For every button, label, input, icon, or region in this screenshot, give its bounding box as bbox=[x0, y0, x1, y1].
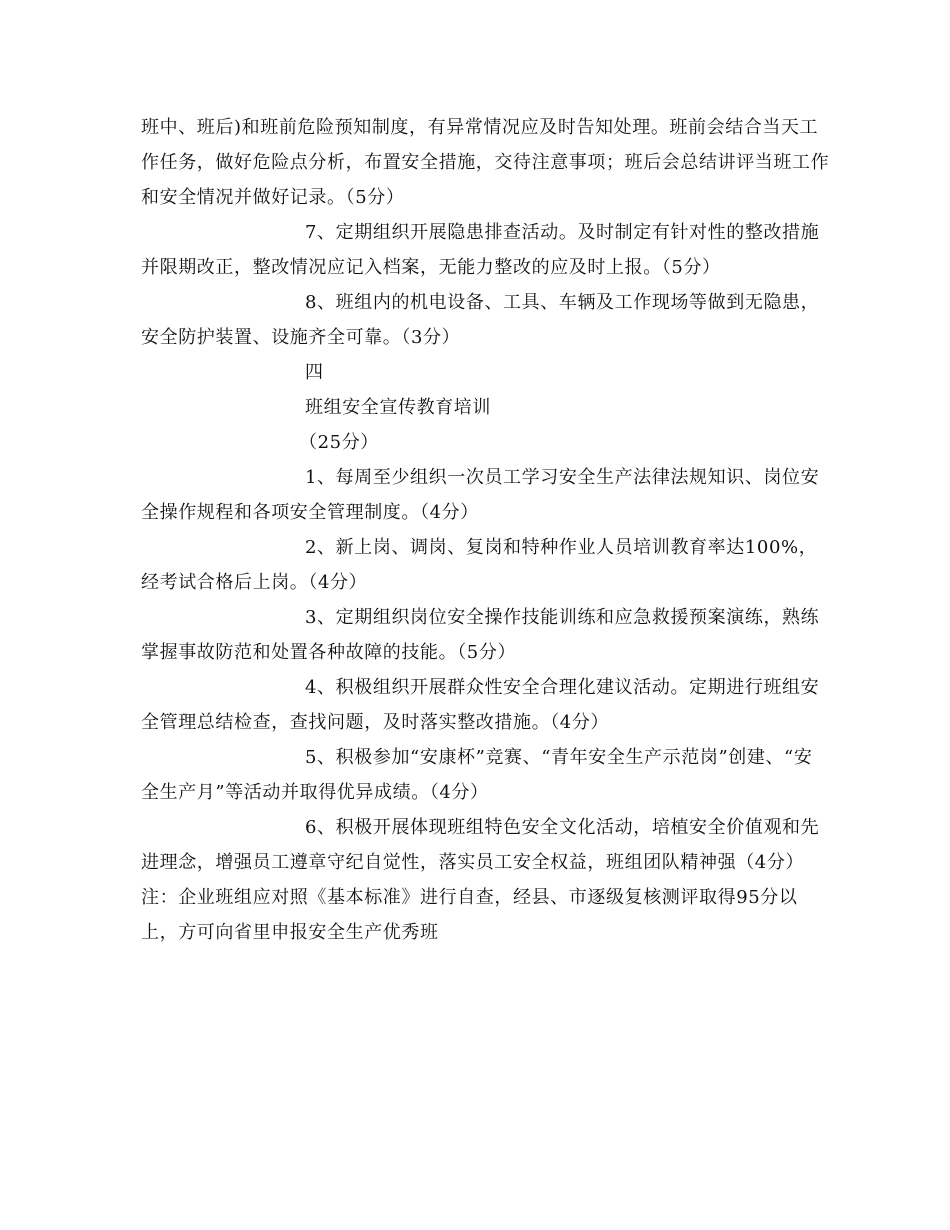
paragraph-item-8: 8、班组内的机电设备、工具、车辆及工作现场等做到无隐患，安全防护装置、设施齐全可靠。（3分） bbox=[141, 292, 820, 348]
section-item-2: 2、新上岗、调岗、复岗和特种作业人员培训教育率达100%，经考试合格后上岗。（4分） bbox=[141, 537, 818, 593]
paragraph-shift-meeting: 班中、班后)和班前危险预知制度，有异常情况应及时告知处理。班前会结合当天工作任务，做好危险点分析，布置安全措施，交待注意事项；班后会总结讲评当班工作和安全情况并做好记录。（5分） bbox=[141, 117, 830, 208]
paragraph-item-7: 7、定期组织开展隐患排查活动。及时制定有针对性的整改措施并限期改正，整改情况应记入档案，无能力整改的应及时上报。（5分） bbox=[141, 222, 820, 278]
section-title: 班组安全宣传教育培训 bbox=[305, 397, 491, 418]
section-score: （25分） bbox=[299, 432, 379, 453]
section-item-5: 5、积极参加“安康杯”竞赛、“青年安全生产示范岗”创建、“安全生产月”等活动并取得优异成绩。（4分） bbox=[141, 747, 813, 803]
section-item-4: 4、积极组织开展群众性安全合理化建议活动。定期进行班组安全管理总结检查，查找问题，及时落实整改措施。（4分） bbox=[141, 677, 820, 733]
section-item-6: 6、积极开展体现班组特色安全文化活动，培植安全价值观和先进理念，增强员工遵章守纪自觉性，落实员工安全权益，班组团队精神强（4分） bbox=[141, 817, 820, 873]
section-item-1: 1、每周至少组织一次员工学习安全生产法律法规知识、岗位安全操作规程和各项安全管理制度。（4分） bbox=[141, 467, 820, 523]
section-item-3: 3、定期组织岗位安全操作技能训练和应急救援预案演练，熟练掌握事故防范和处置各种故障的技能。（5分） bbox=[141, 607, 820, 663]
note-paragraph: 注：企业班组应对照《基本标准》进行自查，经县、市逐级复核测评取得95分以上，方可向省里申报安全生产优秀班 bbox=[141, 887, 798, 943]
document-body bbox=[141, 110, 831, 950]
section-number: 四 bbox=[305, 362, 324, 383]
